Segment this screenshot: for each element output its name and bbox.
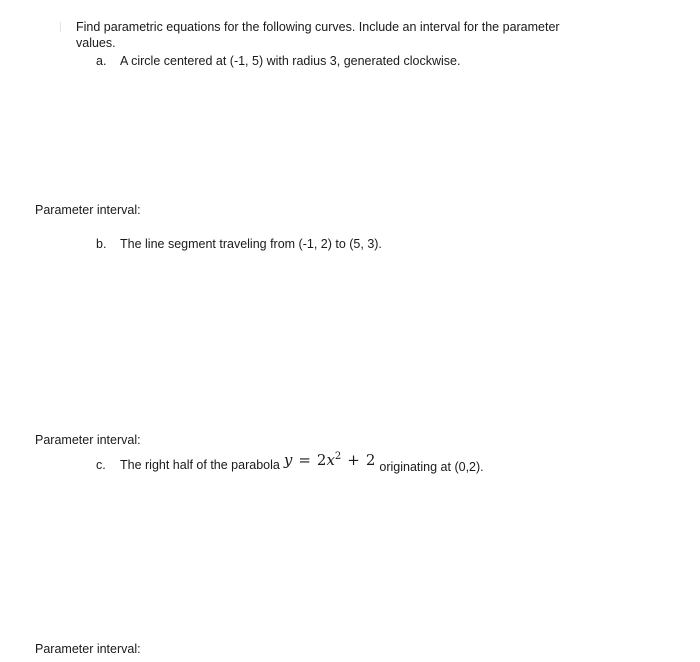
equation-plus: +: [347, 451, 360, 469]
problem-a: [96, 53, 460, 69]
problem-b-text: The line segment traveling from (-1, 2) to (5, 3).: [120, 237, 382, 251]
equation-equals: =: [298, 451, 311, 469]
problem-c-text-after: originating at (0,2).: [379, 460, 484, 474]
equation-var: x: [326, 451, 335, 469]
problem-b-marker: b.: [96, 237, 107, 251]
problem-c-text-before: The right half of the parabola: [120, 458, 280, 472]
problem-a-text: A circle centered at (-1, 5) with radius 3, generated clockwise.: [120, 54, 461, 68]
equation-lhs: y: [283, 451, 293, 469]
parameter-interval-b-label: Parameter interval:: [35, 433, 141, 447]
problem-b: [96, 236, 382, 252]
instructions: Find parametric equations for the following curves. Include an interval for the parameter values.: [76, 20, 560, 50]
margin-mark: [60, 22, 61, 32]
equation-exponent: 2: [334, 451, 342, 462]
equation-coef: 2: [316, 451, 327, 469]
parameter-interval-c-label: Parameter interval:: [35, 642, 141, 656]
problem-c-marker: c.: [96, 458, 106, 472]
parabola-equation: [284, 451, 376, 469]
equation-const: 2: [365, 451, 376, 469]
problem-a-marker: a.: [96, 54, 107, 68]
parameter-interval-a-label: Parameter interval:: [35, 203, 141, 217]
problem-c: [96, 451, 484, 481]
